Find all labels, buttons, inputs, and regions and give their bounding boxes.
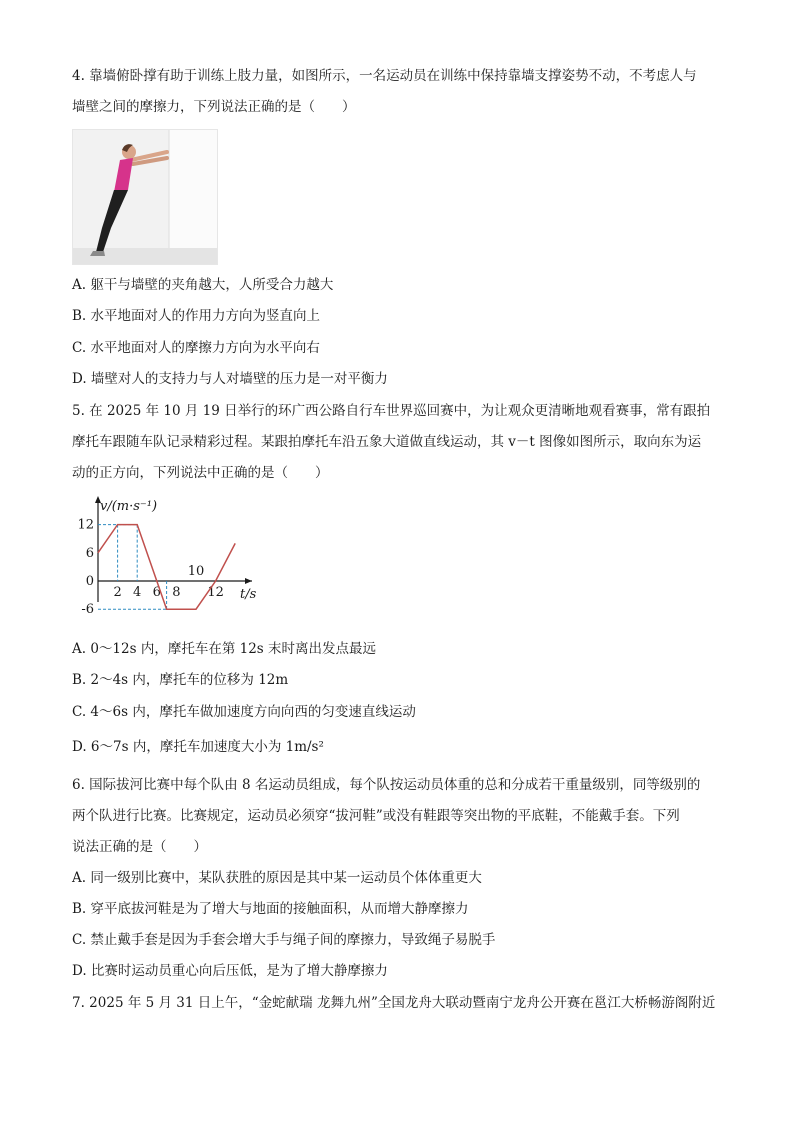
q4-stem-line2: 墙壁之间的摩擦力，下列说法正确的是（ ）	[72, 99, 356, 115]
q4-option-a: A. 躯干与墙壁的夹角越大，人所受合力越大	[72, 277, 334, 293]
x-tick-label: 8	[172, 585, 181, 600]
q5-option-d: D. 6～7s 内，摩托车加速度大小为 1m/s²	[72, 739, 324, 755]
q5-stem-line3: 动的正方向，下列说法中正确的是（ ）	[72, 465, 329, 481]
q4-option-c: C. 水平地面对人的摩擦力方向为水平向右	[72, 340, 320, 356]
x-tick-label: 4	[133, 585, 142, 600]
q5-stem-line2: 摩托车跟随车队记录精彩过程。某跟拍摩托车沿五象大道做直线运动，其 v－t 图像如图所示，取向东为运	[72, 434, 702, 450]
y-tick-label: 0	[85, 574, 94, 589]
x-tick-label: 12	[207, 585, 224, 600]
x-tick-label: 2	[113, 585, 122, 600]
q6-stem-line2: 两个队进行比赛。比赛规定，运动员必须穿“拔河鞋”或没有鞋跟等突出物的平底鞋，不能戴手套。下列	[72, 808, 680, 824]
q6-stem-line1: 6. 国际拔河比赛中每个队由 8 名运动员组成，每个队按运动员体重的总和分成若干重量级别，同等级别的	[72, 777, 701, 793]
q6-stem-line3: 说法正确的是（ ）	[72, 839, 207, 855]
wall-pushup-illustration	[73, 130, 217, 264]
q6-option-c: C. 禁止戴手套是因为手套会增大手与绳子间的摩擦力，导致绳子易脱手	[72, 932, 496, 948]
q5-option-a: A. 0～12s 内，摩托车在第 12s 末时离出发点最远	[72, 641, 377, 657]
y-axis-label: v/(m·s⁻¹)	[100, 499, 158, 514]
q5-option-c: C. 4～6s 内，摩托车做加速度方向向西的匀变速直线运动	[72, 704, 416, 720]
q6-option-d: D. 比赛时运动员重心向后压低，是为了增大静摩擦力	[72, 963, 388, 979]
y-tick-label: -6	[81, 602, 94, 618]
wall-pushup-photo	[72, 129, 218, 265]
y-tick-label: 6	[85, 545, 94, 561]
v-t-graph	[77, 490, 270, 618]
q6-option-a: A. 同一级别比赛中，某队获胜的原因是其中某一运动员个体体重更大	[72, 870, 482, 886]
q5-stem-line1: 5. 在 2025 年 10 月 19 日举行的环广西公路自行车世界巡回赛中，为让观众更清晰地观看赛事，常有跟拍	[72, 403, 711, 419]
y-tick-label: 12	[77, 517, 94, 533]
x-tick-label: 10	[187, 564, 205, 579]
q4-stem-line1: 4. 靠墙俯卧撑有助于训练上肢力量，如图所示，一名运动员在训练中保持靠墙支撑姿势不动，不考虑人与	[72, 68, 697, 84]
x-axis-arrow	[245, 578, 252, 584]
q7-stem-line1: 7. 2025 年 5 月 31 日上午，“金蛇献瑞 龙舞九州”全国龙舟大联动暨南宁龙舟公开赛在邕江大桥畅游阁附近	[72, 995, 716, 1011]
q4-option-d: D. 墙壁对人的支持力与人对墙壁的压力是一对平衡力	[72, 371, 388, 387]
x-axis-label: t/s	[240, 587, 257, 602]
q5-option-b: B. 2～4s 内，摩托车的位移为 12m	[72, 672, 289, 688]
q6-option-b: B. 穿平底拔河鞋是为了增大与地面的接触面积，从而增大静摩擦力	[72, 901, 469, 917]
q4-option-b: B. 水平地面对人的作用力方向为竖直向上	[72, 308, 321, 324]
x-tick-label: 6	[152, 585, 161, 600]
